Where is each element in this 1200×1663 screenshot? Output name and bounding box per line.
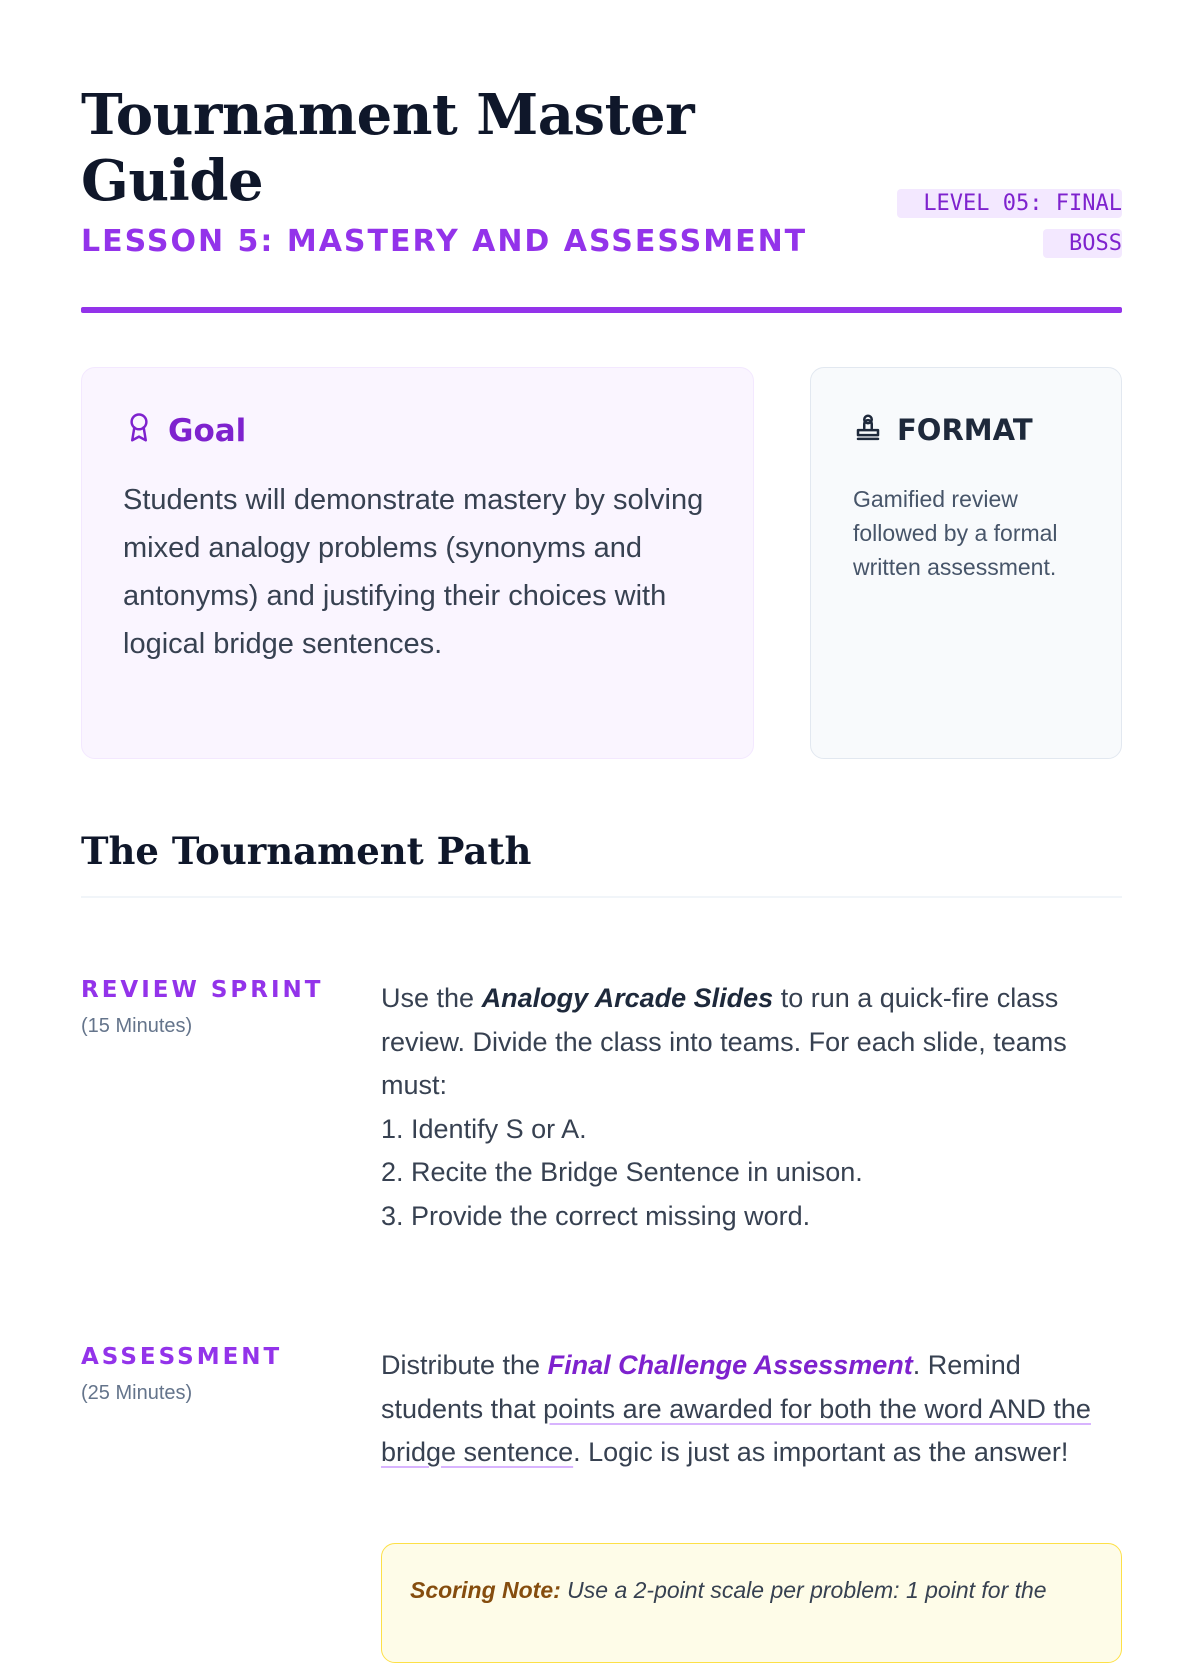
- step-intro: [381, 977, 1116, 1108]
- resource-name: Final Challenge Assessment: [547, 1350, 913, 1380]
- goal-text: Students will demonstrate mastery by solving mixed analogy problems (synonyms and antonyms) and justifying their choices with logical bridge sentences.: [123, 484, 704, 660]
- highlighted-rule: points are awarded for both the word AND the bridge sentence: [381, 1393, 1091, 1467]
- intro-text: Use the: [381, 983, 475, 1013]
- resource-name: Analogy Arcade Slides: [481, 983, 774, 1013]
- scoring-note: [381, 1543, 1122, 1663]
- body-text: . Logic is just as important as the answer!: [573, 1437, 1069, 1467]
- goal-heading-row: [124, 412, 246, 449]
- note-text: Use a 2-point scale per problem: 1 point for the: [567, 1577, 1047, 1603]
- award-ribbon-icon: [124, 412, 154, 449]
- page-header: [81, 0, 1122, 314]
- body-text: Distribute the: [381, 1350, 541, 1380]
- lesson-subtitle: LESSON 5: MASTERY AND ASSESSMENT: [81, 224, 808, 259]
- header-divider: [81, 307, 1122, 313]
- note-label: Scoring Note:: [410, 1577, 561, 1603]
- body-text: . Remind students that: [381, 1350, 1021, 1424]
- list-item: 3. Provide the correct missing word.: [381, 1200, 811, 1231]
- goal-card: [81, 367, 754, 759]
- info-cards: [81, 367, 1122, 761]
- stamp-icon: [853, 412, 883, 447]
- format-heading-row: [853, 412, 1033, 447]
- format-card: [810, 367, 1122, 759]
- level-badge-text: LEVEL 05: FINAL BOSS: [897, 189, 1122, 258]
- assessment-text: [381, 1344, 1116, 1475]
- level-badge: [886, 184, 1122, 264]
- format-text: Gamified review followed by a formal written assessment.: [853, 486, 1058, 580]
- step-duration: (15 Minutes): [81, 1015, 193, 1037]
- page-title: Tournament Master Guide: [81, 82, 695, 214]
- format-heading: FORMAT: [897, 412, 1033, 447]
- goal-heading: Goal: [168, 412, 247, 449]
- step-description: [381, 977, 1116, 1238]
- lesson-page: [81, 0, 1122, 1603]
- step-review-sprint: [81, 977, 1122, 1257]
- intro-text: to run a quick-fire class review. Divide the class into teams. For each slide, teams must:: [381, 983, 1067, 1100]
- section-title: The Tournament Path: [81, 829, 532, 873]
- step-label: REVIEW SPRINT: [81, 977, 324, 1003]
- step-assessment: [81, 1344, 1122, 1603]
- section-divider: [81, 896, 1122, 898]
- step-label: ASSESSMENT: [81, 1344, 283, 1370]
- step-description: [381, 1344, 1116, 1475]
- list-item: 2. Recite the Bridge Sentence in unison.: [381, 1157, 863, 1187]
- step-duration: (25 Minutes): [81, 1382, 193, 1404]
- list-item: 1. Identify S or A.: [381, 1113, 587, 1144]
- task-list: [381, 1108, 1116, 1239]
